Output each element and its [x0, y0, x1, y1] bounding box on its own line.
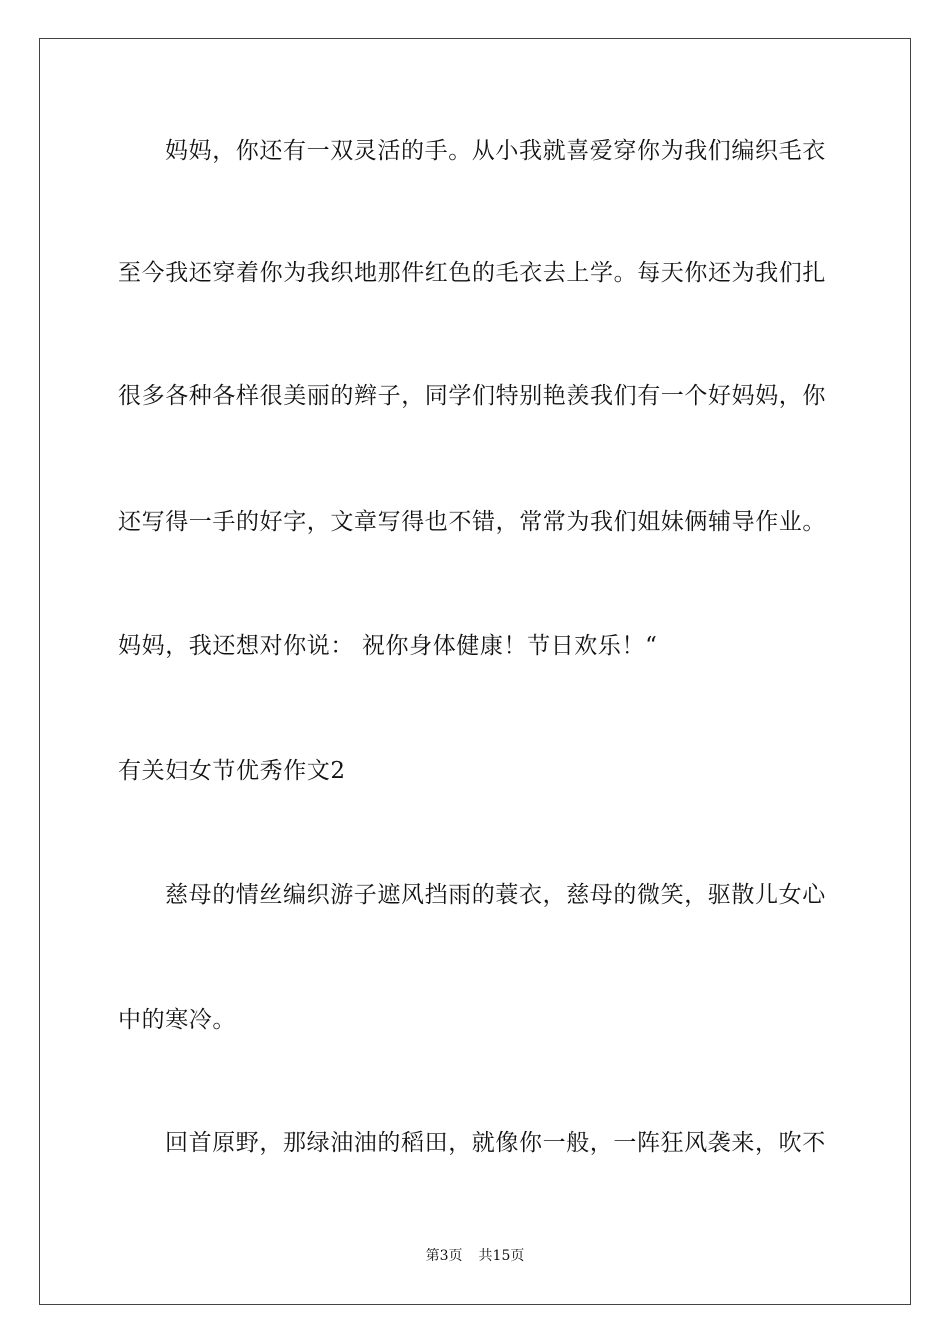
paragraph-line: 还写得一手的好字，文章写得也不错，常常为我们姐妹俩辅导作业。 [118, 509, 826, 535]
page-footer [0, 1247, 950, 1265]
section-heading: 有关妇女节优秀作文2 [118, 758, 346, 784]
paragraph-line: 很多各种各样很美丽的辫子，同学们特别艳羡我们有一个好妈妈，你 [118, 383, 826, 409]
page-number: 第3页 [425, 1248, 463, 1264]
page-border [39, 38, 911, 1305]
paragraph-line: 慈母的情丝编织游子遮风挡雨的蓑衣，慈母的微笑，驱散儿女心 [165, 882, 826, 908]
paragraph-line: 至今我还穿着你为我织地那件红色的毛衣去上学。每天你还为我们扎 [118, 260, 826, 286]
paragraph-line: 中的寒冷。 [118, 1007, 236, 1033]
page-total: 共15页 [478, 1248, 525, 1264]
paragraph-line: 妈妈，你还有一双灵活的手。从小我就喜爱穿你为我们编织毛衣 [165, 138, 826, 164]
paragraph-line: 妈妈，我还想对你说： 祝你身体健康！节日欢乐！“ [118, 633, 658, 659]
paragraph-line: 回首原野，那绿油油的稻田，就像你一般，一阵狂风袭来，吹不 [165, 1130, 826, 1156]
